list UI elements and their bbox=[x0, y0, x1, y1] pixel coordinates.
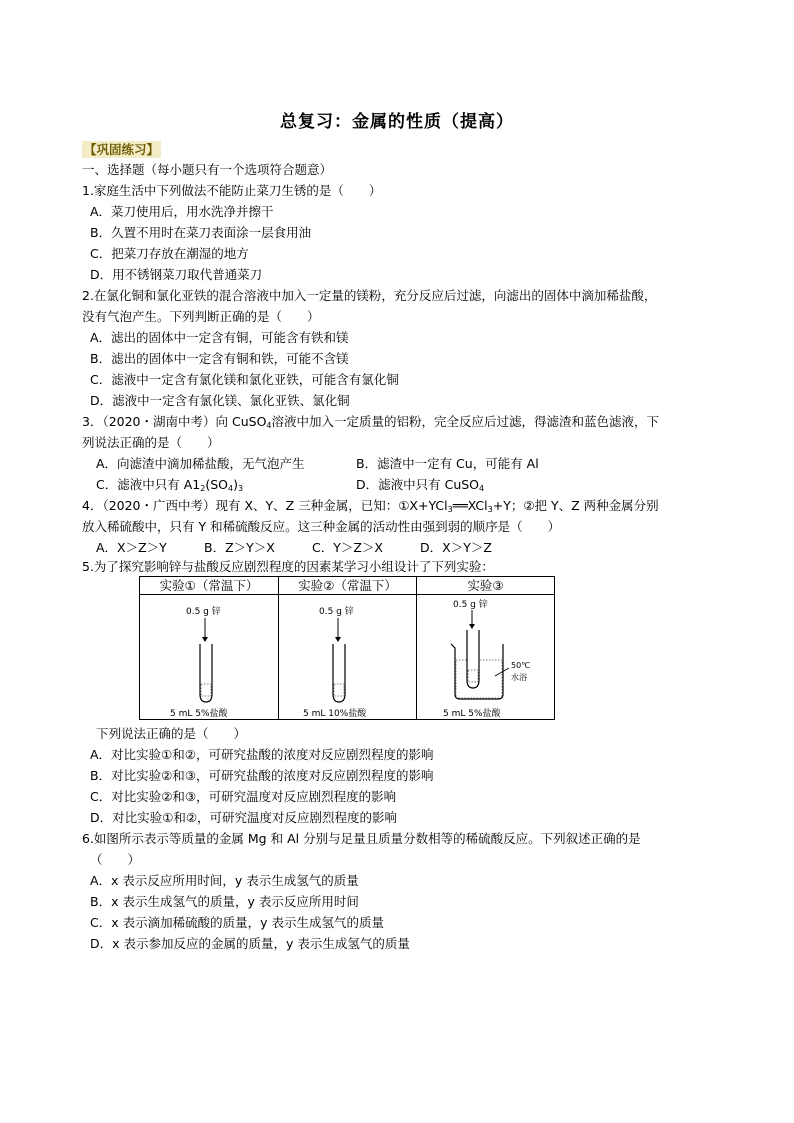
acid-label: 5 mL 10%盐酸 bbox=[303, 709, 367, 719]
experiment-2-figure bbox=[279, 596, 417, 719]
q4-option-b: B．Z＞Y＞X bbox=[204, 540, 275, 555]
test-tube bbox=[467, 630, 479, 688]
q4-option-d: D．X＞Y＞Z bbox=[420, 540, 492, 555]
q5-option-d: D．对比实验①和②，可研究温度对反应剧烈程度的影响 bbox=[90, 810, 398, 825]
q1-option-d: D．用不锈钢菜刀取代普通菜刀 bbox=[90, 267, 263, 282]
q3-option-d: D．滤液中只有 CuSO$_4$ bbox=[356, 477, 485, 493]
q3-option-c: C．滤液中只有 $A1_2(SO_4)_3$ bbox=[96, 477, 244, 493]
q3-stem-line2: 列说法正确的是（ ） bbox=[82, 435, 220, 450]
q6-stem-line2: （ ） bbox=[90, 852, 141, 867]
q2-stem-line2: 没有气泡产生。下列判断正确的是（ ） bbox=[82, 309, 320, 324]
acid-liquid bbox=[201, 684, 211, 696]
q5-option-a: A．对比实验①和②，可研究盐酸的浓度对反应剧烈程度的影响 bbox=[90, 747, 434, 762]
experiment-1-figure bbox=[140, 596, 278, 719]
q3-option-a: A．向滤渣中滴加稀盐酸，无气泡产生 bbox=[96, 456, 305, 471]
q4-option-a: A．X＞Z＞Y bbox=[96, 540, 167, 555]
q6-option-d: D．x 表示参加反应的金属的质量，y 表示生成氢气的质量 bbox=[90, 936, 410, 951]
experiment-1-header: 实验①（常温下） bbox=[140, 577, 278, 595]
q4-stem-line1: 4．（2020・广西中考）现有 X、Y、Z 三种金属，已知：①X+YCl$_3$══XCl$_3$+Y；②把 Y、Z 两种金属分别 bbox=[82, 498, 659, 514]
q2-option-d: D．滤液中一定含有氯化镁、氯化亚铁、氯化铜 bbox=[90, 393, 350, 408]
q2-option-b: B．滤出的固体中一定含有铜和铁，可能不含镁 bbox=[90, 351, 349, 366]
acid-label: 5 mL 5%盐酸 bbox=[170, 709, 228, 719]
q5-option-c: C．对比实验②和③，可研究温度对反应剧烈程度的影响 bbox=[90, 789, 397, 804]
zinc-label: 0.5 g 锌 bbox=[186, 607, 221, 617]
bath-label: 水浴 bbox=[511, 673, 527, 682]
acid-label: 5 mL 5%盐酸 bbox=[443, 709, 501, 719]
q3-stem-line1: 3．（2020・湖南中考）向 CuSO$_4$溶液中加入一定质量的铝粉，完全反应后过滤，得滤渣和蓝色滤液，下 bbox=[82, 414, 660, 430]
q2-option-c: C．滤液中一定含有氯化镁和氯化亚铁，可能含有氯化铜 bbox=[90, 372, 399, 387]
q1-stem: 1.家庭生活中下列做法不能防止菜刀生锈的是（ ） bbox=[82, 183, 382, 198]
experiment-2-cell bbox=[278, 577, 416, 719]
experiment-3-header: 实验③ bbox=[417, 577, 554, 595]
q2-stem-line1: 2.在氯化铜和氯化亚铁的混合溶液中加入一定量的镁粉，充分反应后过滤，向滤出的固体中滴加稀盐酸， bbox=[82, 288, 657, 303]
zinc-label: 0.5 g 锌 bbox=[453, 600, 488, 610]
q6-option-b: B．x 表示生成氢气的质量，y 表示反应所用时间 bbox=[90, 894, 359, 909]
arrow-head bbox=[202, 637, 208, 642]
q6-option-a: A．x 表示反应所用时间，y 表示生成氢气的质量 bbox=[90, 873, 359, 888]
q5-stem: 5.为了探究影响锌与盐酸反应剧烈程度的因素某学习小组设计了下列实验： bbox=[82, 559, 494, 574]
q5-option-b: B．对比实验②和③，可研究盐酸的浓度对反应剧烈程度的影响 bbox=[90, 768, 434, 783]
experiment-2-header: 实验②（常温下） bbox=[279, 577, 416, 595]
q6-stem-line1: 6.如图所示表示等质量的金属 Mg 和 Al 分别与足量且质量分数相等的稀硫酸反应。下列叙述正确的是 bbox=[82, 831, 641, 846]
q5-question: 下列说法正确的是（ ） bbox=[96, 726, 247, 741]
q1-option-a: A．菜刀使用后，用水洗净并擦干 bbox=[90, 204, 274, 219]
q3-option-b: B．滤渣中一定有 Cu，可能有 Al bbox=[356, 456, 539, 471]
experiment-3-figure bbox=[417, 596, 555, 719]
arrow-head bbox=[335, 637, 341, 642]
part-heading: 一、选择题（每小题只有一个选项符合题意） bbox=[82, 162, 333, 177]
test-tube bbox=[333, 644, 345, 702]
zinc-label: 0.5 g 锌 bbox=[319, 607, 354, 617]
test-tube bbox=[200, 644, 212, 702]
arrow-head bbox=[469, 624, 475, 629]
section-tag: 【巩固练习】 bbox=[84, 142, 160, 157]
experiment-3-cell bbox=[416, 577, 554, 719]
experiment-table bbox=[139, 576, 555, 720]
q2-option-a: A．滤出的固体中一定含有铜，可能含有铁和镁 bbox=[90, 330, 349, 345]
q4-option-c: C．Y＞Z＞X bbox=[312, 540, 383, 555]
page-title: 总复习：金属的性质（提高） bbox=[280, 112, 514, 132]
bath-temp-label: 50℃ bbox=[511, 661, 531, 670]
q1-option-b: B．久置不用时在菜刀表面涂一层食用油 bbox=[90, 225, 312, 240]
q1-option-c: C．把菜刀存放在潮湿的地方 bbox=[90, 246, 249, 261]
q4-stem-line2: 放入稀硫酸中，只有 Y 和稀硫酸反应。这三种金属的活动性由强到弱的顺序是（ ） bbox=[82, 519, 561, 534]
acid-liquid bbox=[334, 684, 344, 696]
experiment-1-cell bbox=[140, 577, 278, 719]
q6-option-c: C．x 表示滴加稀硫酸的质量，y 表示生成氢气的质量 bbox=[90, 915, 384, 930]
